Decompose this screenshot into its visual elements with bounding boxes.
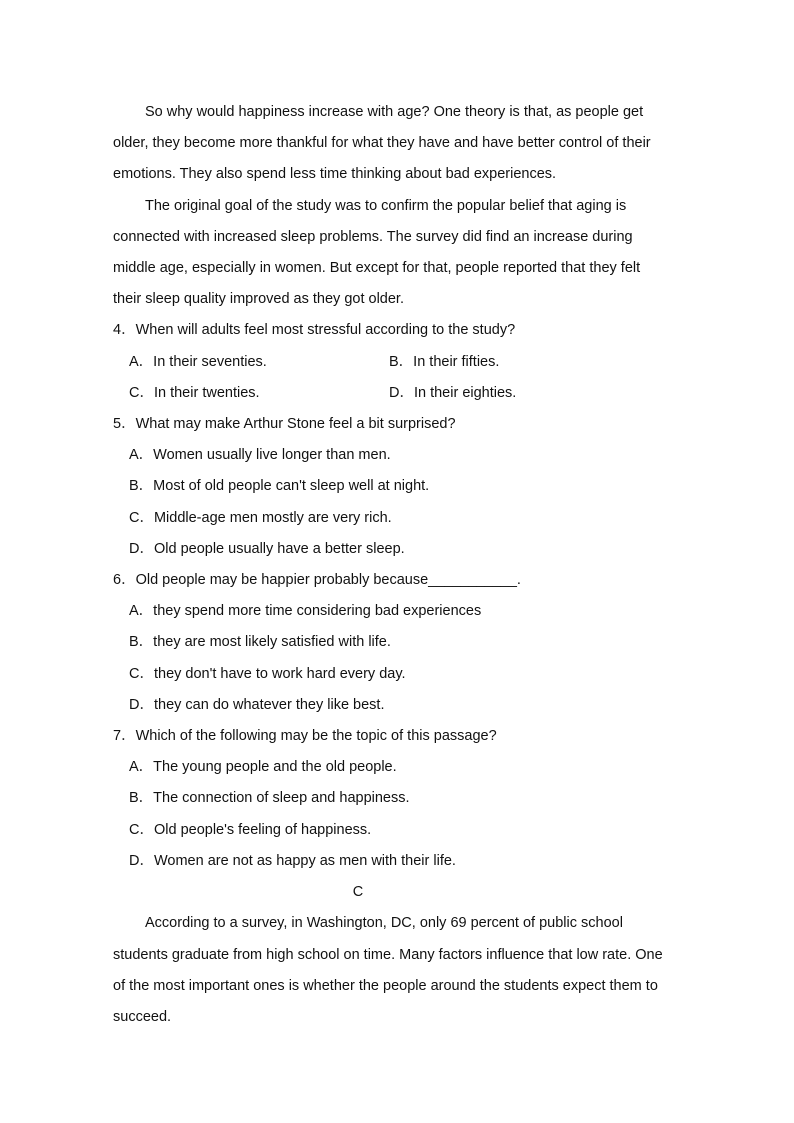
paragraph-line: older, they become more thankful for what they have and have better control of their (113, 135, 651, 151)
answer-option: A．In their seventies. (129, 354, 267, 370)
answer-option: C．they don't have to work hard every day. (129, 666, 406, 682)
answer-option: D．In their eighties. (389, 385, 517, 401)
paragraph-line: their sleep quality improved as they got older. (113, 291, 404, 307)
answer-option: D．Old people usually have a better sleep. (129, 541, 405, 557)
paragraph-line: students graduate from high school on time. Many factors influence that low rate. One (113, 947, 663, 963)
answer-option: D．Women are not as happy as men with their life. (129, 853, 456, 869)
paragraph-line: connected with increased sleep problems. The survey did find an increase during (113, 229, 633, 245)
question-stem: 4．When will adults feel most stressful according to the study? (113, 322, 516, 338)
paragraph-line: middle age, especially in women. But except for that, people reported that they felt (113, 260, 641, 276)
paragraph-line: The original goal of the study was to confirm the popular belief that aging is (145, 198, 627, 214)
question-stem: 7．Which of the following may be the topic of this passage? (113, 728, 497, 744)
answer-option: B．In their fifties. (389, 354, 500, 370)
answer-option: A．Women usually live longer than men. (129, 447, 391, 463)
answer-option: A．they spend more time considering bad experiences (129, 603, 482, 619)
answer-option: C．Middle-age men mostly are very rich. (129, 510, 392, 526)
question-stem: 6．Old people may be happier probably because___________. (113, 572, 521, 588)
answer-option: B．The connection of sleep and happiness. (129, 790, 410, 806)
answer-option: C．In their twenties. (129, 385, 260, 401)
paragraph-line: emotions. They also spend less time thinking about bad experiences. (113, 166, 557, 182)
section-heading: C (352, 884, 364, 900)
question-stem: 5．What may make Arthur Stone feel a bit surprised? (113, 416, 456, 432)
paragraph-line: of the most important ones is whether the people around the students expect them to (113, 978, 658, 994)
answer-option: A．The young people and the old people. (129, 759, 397, 775)
answer-option: C．Old people's feeling of happiness. (129, 822, 372, 838)
answer-option: B．they are most likely satisfied with life. (129, 634, 391, 650)
paragraph-line: succeed. (113, 1009, 172, 1025)
paragraph-line: So why would happiness increase with age? One theory is that, as people get (145, 104, 644, 120)
paragraph-line: According to a survey, in Washington, DC, only 69 percent of public school (145, 915, 623, 931)
answer-option: B．Most of old people can't sleep well at night. (129, 478, 430, 494)
answer-option: D．they can do whatever they like best. (129, 697, 385, 713)
